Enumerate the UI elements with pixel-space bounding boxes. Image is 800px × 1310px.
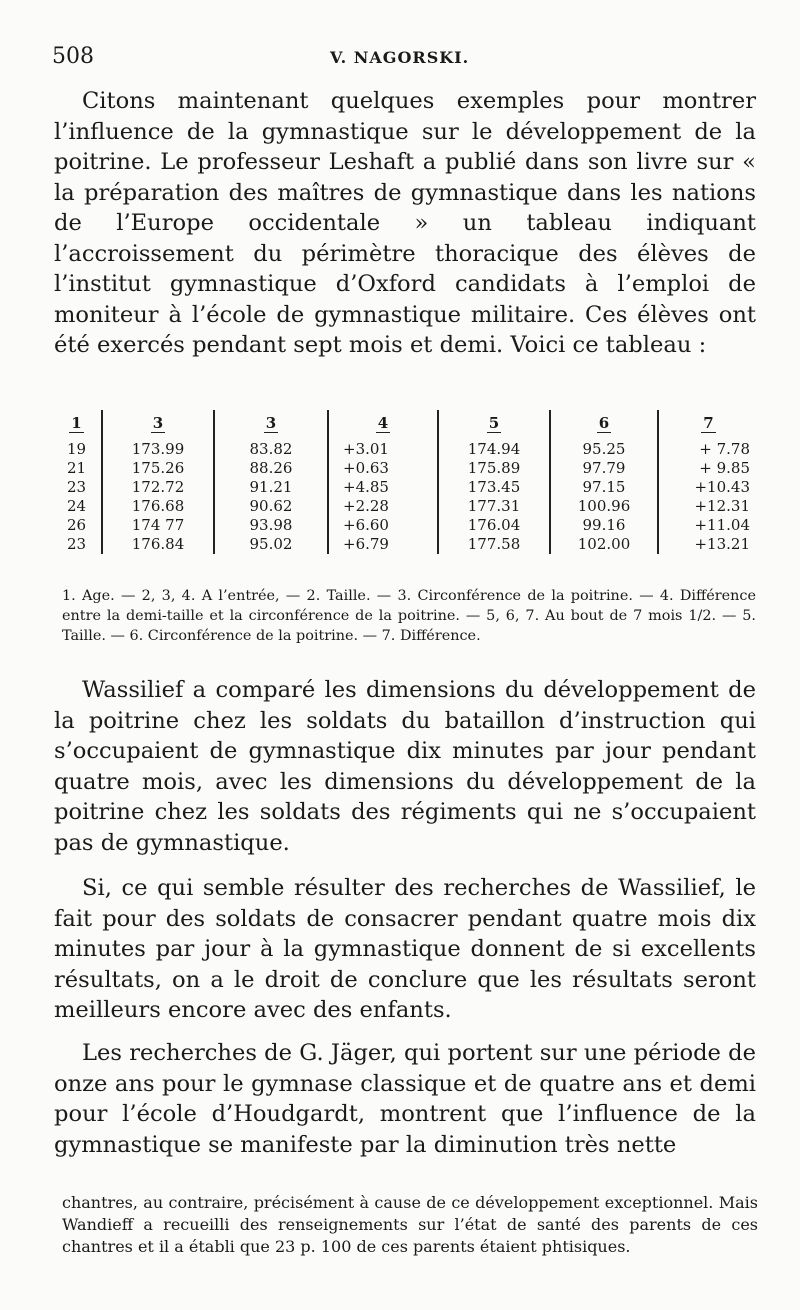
table-cell: 176.04 — [438, 516, 550, 535]
thoracic-measurements-table — [52, 410, 758, 554]
table-cell: +3.01 — [328, 440, 438, 459]
table-cell: + 9.85 — [658, 459, 758, 478]
table-cell: 176.84 — [102, 535, 214, 554]
table-cell: +11.04 — [658, 516, 758, 535]
table-cell: +0.63 — [328, 459, 438, 478]
table-cell: 95.25 — [550, 440, 658, 459]
table-cell: 91.21 — [214, 478, 328, 497]
table-header-cell: 5 — [438, 410, 550, 440]
table-header-cell: 3 — [214, 410, 328, 440]
table-cell: +6.79 — [328, 535, 438, 554]
table-cell: 99.16 — [550, 516, 658, 535]
table-header-cell: 4 — [328, 410, 438, 440]
table-cell: 175.26 — [102, 459, 214, 478]
table-header-cell: 1 — [71, 413, 82, 432]
table-cell: 175.89 — [438, 459, 550, 478]
table-cell: 177.31 — [438, 497, 550, 516]
table-cell: 26 — [66, 516, 87, 534]
table-cell: 88.26 — [214, 459, 328, 478]
paragraph-jager: Les recherches de G. Jäger, qui portent sur une période de onze ans pour le gymnase classique et de quatre ans et demi pour l’école d’Houdgardt, montrent que l’influence de la gymnastique se manifeste par la diminution très nette — [54, 1040, 756, 1158]
table-cell: 97.79 — [550, 459, 658, 478]
table-cell: 100.96 — [550, 497, 658, 516]
table-cell: 19 — [66, 440, 87, 458]
table-cell: 90.62 — [214, 497, 328, 516]
table-header-cell: 6 — [550, 410, 658, 440]
table-cell: +6.60 — [328, 516, 438, 535]
table-cell: 23 — [66, 535, 87, 553]
table-header-row — [52, 410, 758, 440]
table-cell: 174.94 — [438, 440, 550, 459]
table-cell: 176.68 — [102, 497, 214, 516]
table-row — [52, 516, 758, 535]
table-cell: 173.45 — [438, 478, 550, 497]
table-header-cell: 3 — [102, 410, 214, 440]
table-header-cell: 7 — [658, 410, 758, 440]
table-row — [52, 459, 758, 478]
paragraph-wassilief: Wassilief a comparé les dimensions du développement de la poitrine chez les soldats du bataillon d’instruction qui s’occupaient de gymnastique dix minutes par jour pendant quatre mois, avec les dimensions du développement de la poitrine chez les soldats des régiments qui ne s’occupaient pas de gymnastique. — [54, 677, 756, 856]
table-cell: +4.85 — [328, 478, 438, 497]
footnote: chantres, au contraire, précisément à cause de ce développement exceptionnel. Mais Wandieff a recueilli des renseignements sur l’état de santé des parents de ces chantres et il a établi que 23 p. 100 de ces parents étaient phtisiques. — [62, 1193, 758, 1256]
table-cell: 23 — [66, 478, 87, 496]
table-caption: 1. Age. — 2, 3, 4. A l’entrée, — 2. Taille. — 3. Circonférence de la poitrine. — 4. Différence entre la demi-taille et la circonférence de la poitrine. — 5, 6, 7. Au bout de 7 mois 1/2. — 5. Taille. — 6. Circonférence de la poitrine. — 7. Différence. — [62, 588, 756, 644]
paragraph-conclusion: Si, ce qui semble résulter des recherches de Wassilief, le fait pour des soldats de consacrer pendant quatre mois dix minutes par jour à la gymnastique donnent de si excellents résultats, on a le droit de conclure que les résultats seront meilleurs encore avec des enfants. — [54, 875, 756, 1023]
table-cell: +10.43 — [658, 478, 758, 497]
table-cell: 95.02 — [214, 535, 328, 554]
table-cell: +2.28 — [328, 497, 438, 516]
page-header — [52, 44, 752, 76]
table-row — [52, 497, 758, 516]
table-row — [52, 478, 758, 497]
table-row — [52, 535, 758, 554]
table-cell: +12.31 — [658, 497, 758, 516]
table-cell: +13.21 — [658, 535, 758, 554]
table-cell: 173.99 — [102, 440, 214, 459]
table-row — [52, 440, 758, 459]
table-cell: 172.72 — [102, 478, 214, 497]
table-cell: 21 — [66, 459, 87, 477]
table-cell: 83.82 — [214, 440, 328, 459]
table-cell: 97.15 — [550, 478, 658, 497]
running-head: V. NAGORSKI. — [330, 48, 470, 67]
table-cell: 24 — [66, 497, 87, 515]
page-number: 508 — [52, 44, 94, 69]
table-cell: + 7.78 — [658, 440, 758, 459]
table-cell: 102.00 — [550, 535, 658, 554]
table-cell: 174 77 — [102, 516, 214, 535]
table-cell: 177.58 — [438, 535, 550, 554]
paragraph-intro: Citons maintenant quelques exemples pour montrer l’influence de la gymnastique sur le développement de la poitrine. Le professeur Leshaft a publié dans son livre sur « la préparation des maîtres de gymnastique dans les nations de l’Europe occidentale » un tableau indiquant l’accroissement du périmètre thoracique des élèves de l’institut gymnastique d’Oxford candidats à l’emploi de moniteur à l’école de gymnastique militaire. Ces élèves ont été exercés pendant sept mois et demi. Voici ce tableau : — [54, 88, 756, 358]
table-cell: 93.98 — [214, 516, 328, 535]
